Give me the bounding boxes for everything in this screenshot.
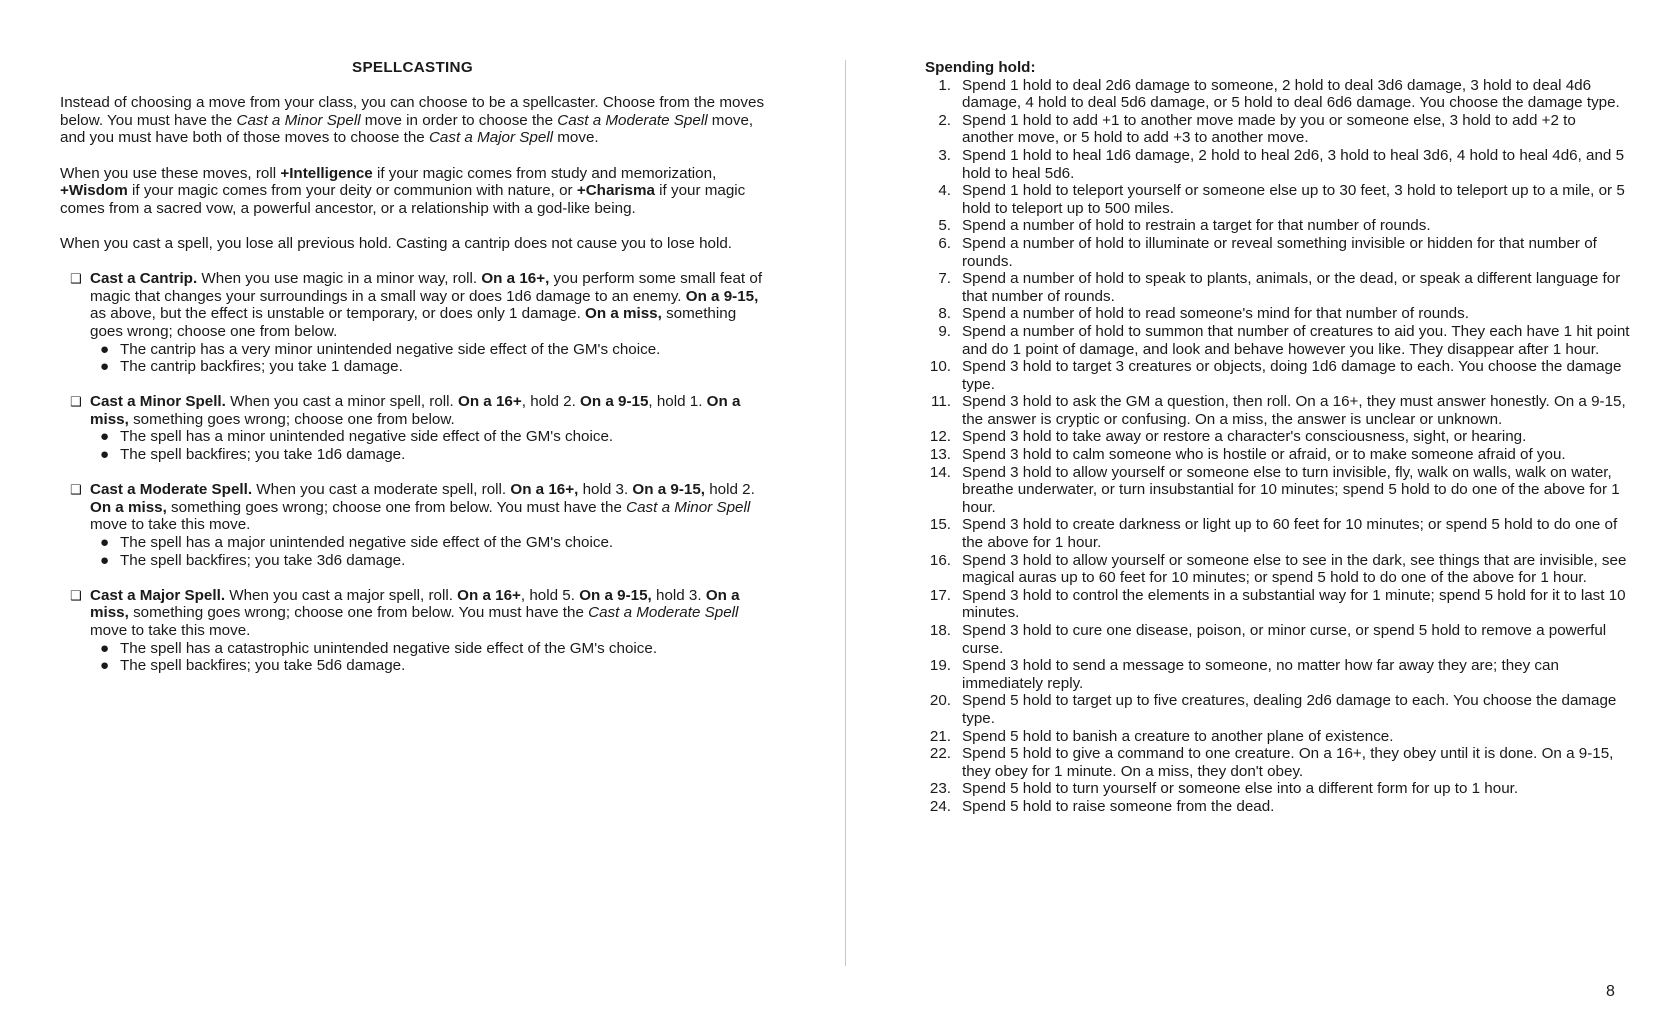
hold-option-text: Spend 3 hold to ask the GM a question, then roll. On a 16+, they must answer honestly. On a 9-15, the answer is cryptic or confusing. On a miss, the answer is unclear or unknown. [962, 393, 1626, 428]
hold-option-text: Spend 3 hold to cure one disease, poison, or minor curse, or spend 5 hold to remove a powerful curse. [962, 622, 1607, 657]
miss-option-text: The spell has a minor unintended negative side effect of the GM's choice. [120, 428, 614, 446]
checkbox-icon[interactable]: ❑ [70, 587, 82, 603]
hold-option-number: 18. [929, 622, 951, 639]
miss-option-text: The spell has a catastrophic unintended negative side effect of the GM's choice. [120, 639, 658, 657]
page-title: SPELLCASTING [352, 59, 473, 76]
hold-option-text: Spend 5 hold to give a command to one creature. On a 16+, they obey until it is done. On a 9-15, they obey for 1 minute. On a miss, they don't obey. [962, 745, 1614, 780]
hold-option-text: Spend a number of hold to restrain a target for that number of rounds. [962, 217, 1431, 235]
bullet-icon: ● [100, 639, 110, 657]
move-text: move to take this move. [90, 516, 251, 534]
move-name: Cast a Minor Spell. [90, 393, 226, 411]
miss-option [90, 657, 765, 675]
hold-option-number: 1. [938, 76, 951, 94]
hold-option [925, 77, 1630, 112]
hold-option [925, 692, 1630, 727]
hold-option-number: 17. [929, 586, 951, 604]
hold-option-number: 12. [929, 428, 951, 446]
hold-option [925, 622, 1630, 657]
hold-option [925, 217, 1630, 235]
hold-option-text: Spend 3 hold to allow yourself or someone else to see in the dark, see things that are invisible, see magical auras up to 60 feet for 10 minutes; or spend 5 hold to do one of the above for 1 hour. [962, 551, 1627, 587]
miss-option [90, 358, 765, 376]
miss-option-text: The spell backfires; you take 1d6 damage. [120, 446, 406, 464]
move-text: , hold 5. [520, 586, 580, 604]
move-reference: Cast a Major Spell [428, 129, 554, 147]
hold-option-number: 24. [929, 797, 951, 815]
hold-option [925, 657, 1630, 692]
stats-paragraph [60, 165, 765, 218]
hold-option-text: Spend 5 hold to raise someone from the dead. [962, 797, 1275, 815]
hold-option-text: Spend 5 hold to turn yourself or someone else into a different form for up to 1 hour. [962, 780, 1519, 798]
hold-option-text: Spend 3 hold to control the elements in a substantial way for 1 minute; spend 5 hold for it to last 10 minutes. [962, 586, 1626, 622]
hold-option-text: Spend 3 hold to create darkness or light up to 60 feet for 10 minutes; or spend 5 hold to do one of the above for 1 hour. [962, 516, 1618, 552]
hold-option-number: 3. [938, 146, 951, 164]
move-text: hold 2. [704, 481, 755, 499]
miss-option-text: The cantrip has a very minor unintended negative side effect of the GM's choice. [120, 340, 661, 358]
move-text: , hold 2. [521, 393, 581, 411]
intro-paragraph [60, 94, 765, 147]
checkbox-icon[interactable]: ❑ [70, 394, 82, 410]
hold-option-text: Spend 3 hold to allow yourself or someone else to turn invisible, fly, walk on walls, walk on water, breathe underwater, or turn insubstantial for 10 minutes; spend 5 hold to do one of the above for 1 hour. [962, 463, 1620, 516]
hold-option-number: 14. [929, 463, 951, 481]
move-name: Cast a Moderate Spell. [90, 481, 253, 499]
stats-text: When you use these moves, roll [60, 164, 281, 182]
move-text: something goes wrong; choose one from below. You must have the [166, 498, 627, 516]
hold-option-number: 10. [929, 358, 951, 376]
result-label: On a miss, [90, 586, 740, 622]
hold-option-text: Spend 3 hold to send a message to someone, no matter how far away they are; they can immediately reply. [962, 657, 1559, 692]
hold-option-text: Spend 1 hold to heal 1d6 damage, 2 hold to heal 2d6, 3 hold to heal 3d6, 4 hold to heal 4d6, and 5 hold to heal 5d6. [962, 146, 1625, 182]
intro-text: Instead of choosing a move from your class, you can choose to be a spellcaster. Choose from the moves below. You must have the [60, 94, 765, 129]
move-text: you perform some small feat of magic that changes your surroundings in a small way or does 1d6 damage to an enemy. [90, 270, 763, 305]
moves-list [60, 270, 765, 675]
result-label: On a 16+, [510, 481, 579, 499]
hold-option [925, 745, 1630, 780]
move-item [60, 393, 765, 463]
miss-options-list [90, 428, 765, 463]
hold-option [925, 798, 1630, 816]
hold-note-paragraph: When you cast a spell, you lose all previous hold. Casting a cantrip does not cause you to lose hold. [60, 234, 733, 252]
hold-option-number: 15. [929, 516, 951, 534]
spending-hold-list [925, 77, 1630, 816]
bullet-icon: ● [100, 534, 110, 552]
move-text: , hold 1. [648, 393, 707, 411]
checkbox-icon[interactable]: ❑ [70, 482, 82, 498]
hold-option-number: 4. [938, 182, 951, 200]
spending-hold-heading: Spending hold: [925, 59, 1036, 76]
result-label: On a 9-15 [580, 393, 649, 411]
hold-option [925, 147, 1630, 182]
miss-option-text: The spell backfires; you take 5d6 damage. [120, 657, 406, 675]
result-label: On a 9-15, [632, 481, 705, 499]
hold-option-number: 8. [938, 305, 951, 323]
move-text: something goes wrong; choose one from below. [128, 410, 455, 428]
move-text: as above, but the effect is unstable or temporary, or does only 1 damage. [90, 305, 586, 323]
move-text: something goes wrong; choose one from below. You must have the [128, 604, 589, 622]
result-label: On a 16+ [458, 393, 522, 411]
bullet-icon: ● [100, 358, 110, 376]
hold-option [925, 182, 1630, 217]
move-item [60, 481, 765, 569]
result-label: On a miss, [585, 305, 662, 323]
hold-option [925, 446, 1630, 464]
stats-text: if your magic comes from your deity or communion with nature, or [127, 182, 577, 200]
hold-option-text: Spend a number of hold to summon that number of creatures to aid you. They each have 1 hit point and do 1 point of damage, and look and behave however you like. They disappear after 1 hour. [962, 322, 1630, 358]
left-column [60, 59, 765, 692]
hold-option [925, 780, 1630, 798]
hold-option-number: 5. [938, 217, 951, 235]
intro-text: move, and you must have both of those moves to choose the [60, 111, 754, 147]
hold-option-text: Spend 1 hold to teleport yourself or someone else up to 30 feet, 3 hold to teleport up to a mile, or 5 hold to teleport up to 500 miles. [962, 182, 1625, 217]
bullet-icon: ● [100, 446, 110, 464]
move-name: Cast a Cantrip. [90, 270, 198, 288]
move-name: Cast a Major Spell. [90, 586, 226, 604]
move-text: hold 3. [578, 481, 633, 499]
hold-option [925, 323, 1630, 358]
move-item [60, 270, 765, 376]
hold-option [925, 428, 1630, 446]
move-reference: Cast a Minor Spell [626, 498, 751, 516]
move-reference: Cast a Minor Spell [236, 111, 361, 129]
hold-option-number: 21. [929, 727, 951, 745]
move-text: hold 3. [651, 586, 706, 604]
miss-option-text: The spell backfires; you take 3d6 damage. [120, 551, 406, 569]
move-text: something goes wrong; choose one from below. [90, 305, 737, 340]
miss-option [90, 446, 765, 464]
hold-option-number: 11. [931, 393, 951, 411]
result-label: On a miss, [90, 498, 167, 516]
hold-option [925, 587, 1630, 622]
page-number: 8 [1606, 983, 1615, 1000]
miss-option [90, 534, 765, 552]
result-label: On a 16+ [457, 586, 521, 604]
move-item [60, 587, 765, 675]
move-text: When you use magic in a minor way, roll. [197, 270, 482, 288]
result-label: On a 9-15, [579, 586, 652, 604]
hold-option-text: Spend 5 hold to target up to five creatures, dealing 2d6 damage to each. You choose the damage type. [962, 692, 1617, 727]
hold-option-text: Spend 3 hold to take away or restore a character's consciousness, sight, or hearing. [962, 428, 1527, 446]
move-text: When you cast a minor spell, roll. [225, 393, 458, 411]
checkbox-icon[interactable]: ❑ [70, 271, 82, 287]
hold-option-text: Spend 3 hold to calm someone who is hostile or afraid, or to make someone afraid of you. [962, 446, 1566, 464]
move-reference: Cast a Moderate Spell [588, 604, 739, 622]
move-text: When you cast a moderate spell, roll. [252, 481, 511, 499]
hold-option-number: 22. [929, 745, 951, 763]
bullet-icon: ● [100, 340, 110, 358]
miss-options-list [90, 341, 765, 376]
stats-text: if your magic comes from a sacred vow, a powerful ancestor, or a relationship with a god-like being. [60, 182, 746, 217]
result-label: On a 16+, [481, 270, 550, 288]
hold-option-number: 19. [929, 657, 951, 675]
miss-option [90, 341, 765, 359]
stat-wisdom: +Wisdom [60, 182, 128, 200]
result-label: On a miss, [90, 393, 741, 428]
hold-option-text: Spend a number of hold to speak to plants, animals, or the dead, or speak a different language for that number of rounds. [962, 270, 1621, 305]
miss-options-list [90, 640, 765, 675]
hold-option-text: Spend 3 hold to target 3 creatures or objects, doing 1d6 damage to each. You choose the damage type. [962, 358, 1622, 393]
hold-option-text: Spend a number of hold to illuminate or reveal something invisible or hidden for that number of rounds. [962, 234, 1597, 270]
miss-option [90, 552, 765, 570]
move-text: When you cast a major spell, roll. [225, 586, 458, 604]
move-reference: Cast a Moderate Spell [557, 111, 708, 129]
intro-text: move in order to choose the [360, 111, 558, 129]
result-label: On a 9-15, [685, 287, 759, 305]
hold-option [925, 305, 1630, 323]
hold-option [925, 112, 1630, 147]
bullet-icon: ● [100, 428, 110, 446]
hold-option [925, 728, 1630, 746]
hold-option-text: Spend 1 hold to add +1 to another move made by you or someone else, 3 hold to add +2 to another move, or 5 hold to add +3 to another move. [962, 111, 1576, 147]
hold-option-number: 7. [938, 270, 951, 288]
hold-option-number: 2. [938, 111, 951, 129]
miss-option-text: The cantrip backfires; you take 1 damage. [120, 358, 403, 376]
hold-option [925, 516, 1630, 551]
miss-option-text: The spell has a major unintended negative side effect of the GM's choice. [120, 534, 614, 552]
stat-charisma: +Charisma [576, 182, 655, 200]
stats-text: if your magic comes from study and memorization, [372, 164, 717, 182]
hold-option [925, 464, 1630, 517]
hold-option-number: 9. [938, 322, 951, 340]
hold-option [925, 235, 1630, 270]
miss-option [90, 640, 765, 658]
miss-options-list [90, 534, 765, 569]
column-divider [845, 60, 846, 966]
move-text: move to take this move. [90, 622, 251, 639]
hold-option [925, 552, 1630, 587]
hold-option-number: 16. [929, 551, 951, 569]
bullet-icon: ● [100, 657, 110, 675]
hold-option [925, 270, 1630, 305]
hold-option-text: Spend 1 hold to deal 2d6 damage to someone, 2 hold to deal 3d6 damage, 3 hold to deal 4d6 damage, 4 hold to deal 5d6 damage, or 5 hold to deal 6d6 damage. You choose the damage type. [962, 76, 1620, 112]
miss-option [90, 428, 765, 446]
bullet-icon: ● [100, 551, 110, 569]
hold-option [925, 358, 1630, 393]
hold-option-number: 13. [929, 446, 951, 464]
hold-option-number: 23. [929, 780, 951, 798]
hold-option-number: 6. [938, 234, 951, 252]
hold-option-number: 20. [929, 692, 951, 710]
stat-intelligence: +Intelligence [280, 164, 373, 182]
intro-text: move. [553, 129, 599, 147]
hold-option-text: Spend 5 hold to banish a creature to another plane of existence. [962, 727, 1394, 745]
hold-option-text: Spend a number of hold to read someone's mind for that number of rounds. [962, 305, 1469, 323]
right-column [925, 59, 1630, 816]
hold-option [925, 393, 1630, 428]
